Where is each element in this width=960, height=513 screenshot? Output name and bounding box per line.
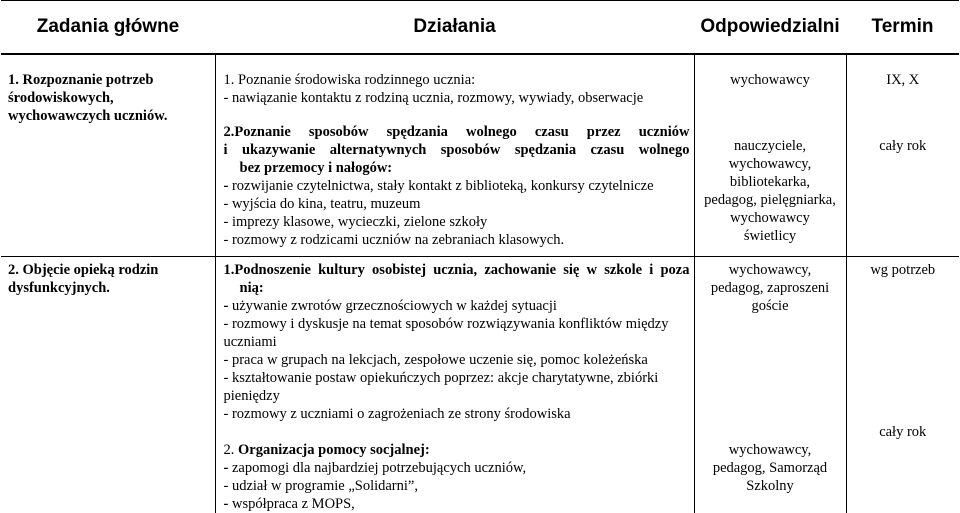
action-title-number: 2. — [223, 441, 235, 458]
action-item: - rozmowy i dyskusje na temat sposobów rozwiązywania konfliktów między uczniami — [223, 315, 669, 350]
action-title: 1.Podnoszenie kultury osobistej ucznia, zachowanie się w szkole i poza — [223, 261, 690, 278]
action-item: - nawiązanie kontaktu z rodziną ucznia, rozmowy, wywiady, obserwacje — [223, 90, 644, 106]
table-row — [1, 54, 959, 256]
responsible-cell — [694, 54, 846, 256]
action-item: używanie zwrotów grzecznościowych w każdej sytuacji — [231, 297, 557, 314]
header-main-tasks: Zadania główne — [1, 1, 215, 55]
term-text: wg potrzeb — [870, 261, 936, 278]
main-task-text: 1. Rozpoznanie potrzeb środowiskowych, wychowawczych uczniów. — [8, 72, 168, 124]
action-item: - kształtowanie postaw opiekuńczych poprzez: akcje charytatywne, zbiórki pieniędzy — [223, 369, 659, 404]
action-item: współpraca z MOPS, — [231, 495, 355, 512]
header-responsible: Odpowiedzialni — [694, 1, 846, 55]
header-actions: Działania — [215, 1, 694, 55]
actions-cell: 1. Poznanie środowiska rodzinnego ucznia: - nawiązanie kontaktu z rodziną ucznia, rozmowy, wywiady, obserwacje 2.Poznanie sposobów spędzania wolnego czasu przez uczniów i ukazywanie alternatywnych sposobów spędzania czasu wolnego bez przemocy i nałogów: - rozwijanie czytelnictwa, stały kontakt z biblioteką, konkursy czytelnicze - wyjścia do kina, teatru, muzeum - imprezy klasowe, wycieczki, zielone szkoły - rozmowy z rodzicami uczniów na zebraniach klasowych. — [215, 54, 694, 256]
header-term: Termin — [846, 1, 959, 55]
term-text: cały rok — [879, 138, 927, 154]
action-item: - rozmowy z uczniami o zagrożeniach ze strony środowiska — [223, 405, 571, 422]
term-text: IX, X — [886, 72, 920, 88]
term-cell — [846, 256, 959, 513]
term-text: cały rok — [879, 423, 927, 440]
plan-table — [1, 0, 959, 513]
action-item: - praca w grupach na lekcjach, zespołowe uczenie się, pomoc koleżeńska — [223, 351, 648, 368]
table-row — [1, 256, 959, 513]
responsible-text: nauczyciele, wychowawcy, bibliotekarka, pedagog, pielęgniarka, wychowawcy świetlicy — [704, 138, 836, 244]
action-item: - wyjścia do kina, teatru, muzeum — [223, 196, 421, 212]
main-task-cell — [1, 54, 215, 256]
actions-cell: 1.Podnoszenie kultury osobistej ucznia, zachowanie się w szkole i poza nią: - używanie zwrotów grzecznościowych w każdej sytuacji - rozmowy i dyskusje na temat sposobów rozwiązywania konfliktów między uczniami - praca w grupach na lekcjach, zespołowe uczenie się, pomoc koleżeńska - kształtowanie postaw opiekuńczych poprzez: akcje charytatywne, zbiórki pieniędzy - rozmowy z uczniami o zagrożeniach ze strony środowiska 2. Organizacja pomocy socjalnej: - zapomogi dla najbardziej potrzebujących uczniów, - udział w programie „Solidarni”, - współpraca z MOPS, — [215, 256, 694, 513]
responsible-text: wychowawcy, pedagog, zaproszeni goście — [710, 261, 830, 314]
action-title: Organizacja pomocy socjalnej: — [238, 441, 430, 458]
responsible-cell — [694, 256, 846, 513]
main-task-cell — [1, 256, 215, 513]
table-header-row — [1, 1, 959, 55]
action-item: - imprezy klasowe, wycieczki, zielone szkoły — [223, 214, 488, 230]
action-item: rozwijanie czytelnictwa, stały kontakt z biblioteką, konkursy czytelnicze — [231, 178, 654, 194]
main-task-text: 2. Objęcie opieką rodzin dysfunkcyjnych. — [8, 261, 159, 296]
action-title: 2.Poznanie sposobów spędzania wolnego czasu przez uczniów — [223, 124, 690, 140]
term-cell — [846, 54, 959, 256]
responsible-text: wychowawcy, pedagog, Samorząd Szkolny — [712, 441, 828, 494]
action-item: zapomogi dla najbardziej potrzebujących uczniów, — [231, 459, 527, 476]
action-item: - rozmowy z rodzicami uczniów na zebraniach klasowych. — [223, 232, 565, 248]
action-title: bez przemocy i nałogów: — [239, 160, 393, 176]
action-item: - udział w programie „Solidarni”, — [223, 477, 418, 494]
responsible-text: wychowawcy — [730, 72, 810, 88]
action-title: i ukazywanie alternatywnych sposobów spędzania czasu wolnego — [223, 142, 690, 158]
action-title: 1. Poznanie środowiska rodzinnego ucznia: — [223, 72, 476, 88]
action-title: nią: — [239, 279, 264, 296]
